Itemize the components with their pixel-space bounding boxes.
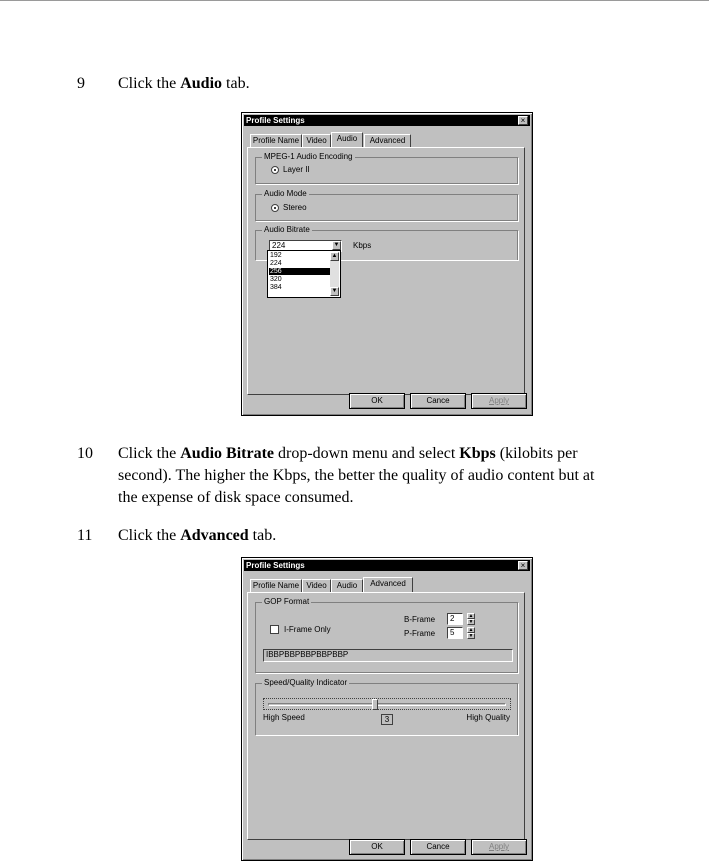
ok-button[interactable]: OK	[349, 839, 405, 855]
gop-string-field: IBBPBBPBBPBBPBBP	[263, 649, 513, 662]
encoding-group	[255, 152, 518, 184]
bitrate-dropdown-list[interactable]	[267, 250, 341, 298]
list-item[interactable]: 224	[270, 260, 282, 267]
chevron-down-icon[interactable]: ▼	[333, 242, 340, 248]
dialog-title: Profile Settings	[246, 116, 305, 125]
spin-up-icon[interactable]: ▲	[468, 613, 474, 619]
list-item[interactable]: 320	[270, 276, 282, 283]
close-button[interactable]: ×	[518, 561, 528, 570]
step-text: Click the Audio tab.	[118, 75, 250, 92]
step-number: 10	[77, 445, 93, 462]
group-label: Audio Mode	[264, 189, 307, 198]
dialog-title-bar	[244, 560, 530, 571]
spin-down-icon[interactable]: ▼	[468, 619, 474, 625]
cancel-button[interactable]: Cance	[410, 393, 466, 409]
step-11	[77, 525, 677, 547]
group-label: Speed/Quality Indicator	[264, 678, 348, 687]
group-label: GOP Format	[264, 597, 310, 606]
scroll-up-icon[interactable]: ▲	[331, 253, 338, 259]
profile-settings-dialog-advanced	[241, 557, 533, 861]
pframe-input[interactable]: 5	[447, 627, 463, 639]
spin-down-icon[interactable]: ▼	[468, 633, 474, 639]
stereo-radio[interactable]	[271, 204, 279, 212]
tab-video[interactable]: Video	[302, 134, 331, 147]
step-number: 9	[77, 75, 85, 92]
tab-panel	[247, 592, 525, 840]
step-number: 11	[77, 527, 93, 544]
bframe-input[interactable]: 2	[447, 613, 463, 625]
slider-track	[268, 703, 506, 706]
step-9	[77, 73, 677, 95]
tab-video[interactable]: Video	[302, 579, 331, 592]
pframe-label: P-Frame	[404, 629, 436, 638]
dialog-title: Profile Settings	[246, 561, 305, 570]
dialog-title-bar	[244, 115, 530, 126]
spin-up-icon[interactable]: ▲	[468, 627, 474, 633]
tab-audio[interactable]: Audio	[331, 132, 363, 147]
close-button[interactable]: ×	[518, 116, 528, 125]
step-text: Click the Advanced tab.	[118, 527, 277, 544]
high-speed-label: High Speed	[263, 713, 305, 722]
list-item[interactable]: 384	[270, 284, 282, 291]
layer-ii-radio[interactable]	[271, 166, 279, 174]
cancel-button[interactable]: Cance	[410, 839, 466, 855]
bitrate-select[interactable]: 224	[269, 240, 342, 252]
radio-label: Stereo	[283, 203, 307, 212]
speed-quality-group	[255, 678, 518, 735]
bframe-label: B-Frame	[404, 615, 436, 624]
bitrate-unit: Kbps	[353, 241, 372, 250]
audio-mode-group	[255, 189, 518, 221]
list-item[interactable]: 192	[270, 252, 282, 259]
page-top-rule	[0, 0, 709, 1]
tab-profile-name[interactable]: Profile Name	[250, 579, 302, 592]
scrollbar-track[interactable]	[330, 261, 339, 287]
radio-label: Layer II	[283, 165, 310, 174]
gop-format-group	[255, 597, 518, 673]
apply-button[interactable]: Apply	[471, 393, 527, 409]
scroll-down-icon[interactable]: ▼	[331, 288, 338, 294]
tab-advanced[interactable]: Advanced	[363, 577, 413, 592]
list-item-selected[interactable]: 256	[269, 268, 332, 275]
iframe-only-checkbox[interactable]	[270, 625, 279, 634]
apply-button[interactable]: Apply	[471, 839, 527, 855]
step-10	[77, 443, 697, 513]
ok-button[interactable]: OK	[349, 393, 405, 409]
slider-thumb[interactable]	[372, 699, 378, 710]
quality-value: 3	[381, 714, 393, 725]
high-quality-label: High Quality	[466, 713, 510, 722]
step-text: Click the Audio Bitrate drop-down menu and select Kbps (kilobits per second). The higher the Kbps, the better the quality of audio content but at the expense of disk space consumed.	[118, 445, 595, 506]
quality-slider[interactable]	[263, 698, 511, 710]
checkbox-label: I-Frame Only	[284, 625, 331, 634]
tab-advanced[interactable]: Advanced	[364, 134, 411, 147]
group-label: MPEG-1 Audio Encoding	[264, 152, 353, 161]
group-label: Audio Bitrate	[264, 225, 310, 234]
tab-audio[interactable]: Audio	[331, 579, 363, 592]
profile-settings-dialog-audio	[241, 112, 533, 416]
tab-profile-name[interactable]: Profile Name	[250, 134, 302, 147]
